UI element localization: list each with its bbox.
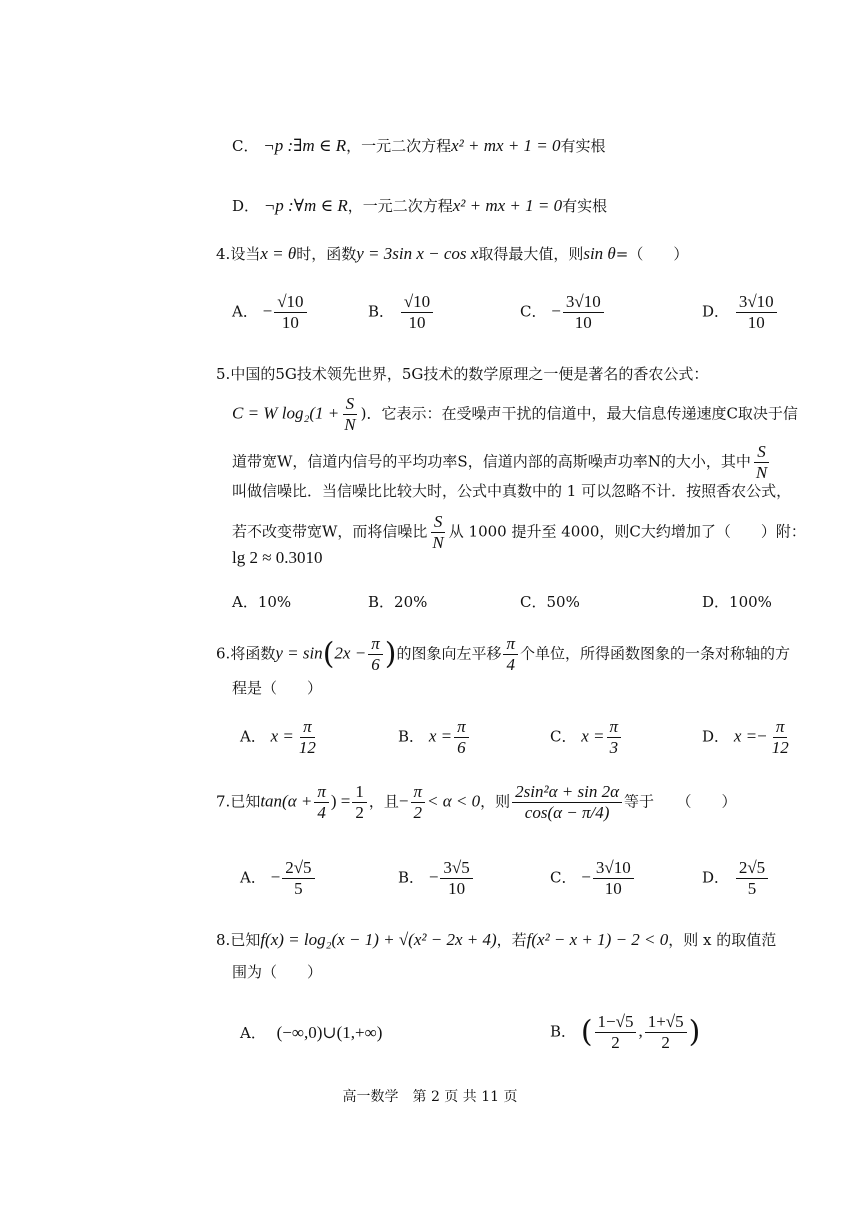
q6-line-1: 6.将函数y = sin(2x − $\frac{\pi}{6}$ )的图象向左平移 $\frac{\pi}{4}$ 个单位，所得函数图象的一条对称轴的方 — [216, 634, 790, 674]
fraction-numerator: S — [343, 394, 358, 415]
option-label: C． — [520, 593, 547, 611]
fraction-numerator: S — [431, 512, 446, 533]
stem-text: 设当 — [230, 245, 261, 263]
q8-line-1 — [216, 930, 776, 950]
q8-option-a — [240, 1022, 382, 1043]
fraction-numerator: 1+√5 — [645, 1012, 687, 1033]
q7-option-d — [702, 858, 770, 899]
fraction-numerator: π — [314, 782, 329, 803]
q5-line-1 — [216, 364, 708, 384]
equation: x² + mx + 1 = 0 — [451, 136, 561, 155]
option-label: A． — [240, 1024, 266, 1042]
stem-text: 个单位，所得函数图象的一条对称轴的方 — [519, 644, 790, 663]
fraction-numerator: 1−√5 — [595, 1012, 637, 1033]
fraction-numerator: 3√5 — [440, 858, 472, 879]
fraction-numerator: 2sin²α + sin 2α — [512, 782, 622, 803]
q5-line-2 — [232, 394, 798, 435]
math-expr: x = θ — [260, 244, 297, 263]
interval-set: (−∞,0)∪(1,+∞) — [276, 1023, 383, 1042]
fraction-numerator: 3√10 — [736, 292, 777, 313]
math-expr: tan(α + — [260, 791, 313, 811]
equation: x² + mx + 1 = 0 — [452, 196, 563, 215]
q4-option-a — [232, 292, 309, 333]
q7-option-c — [550, 858, 636, 899]
q5-option-b — [368, 591, 427, 612]
math-expr: x = — [733, 726, 758, 746]
option-label: A． — [232, 593, 258, 611]
option-text: ，一元二次方程 — [347, 197, 453, 215]
q3-option-d — [232, 196, 607, 216]
stem-text: 程是（ ） — [232, 679, 323, 697]
sign: − — [398, 791, 409, 811]
fraction-denominator: 10 — [448, 879, 466, 898]
q4-option-b — [368, 292, 435, 333]
sign: − — [428, 867, 439, 887]
option-text: ，一元二次方程 — [346, 137, 452, 155]
stem-text: 的图象向左平移 — [396, 644, 502, 663]
q5-line-3 — [232, 442, 772, 483]
q6-option-d — [702, 717, 794, 758]
fraction-denominator: 4 — [317, 803, 326, 822]
option-label: D． — [702, 302, 730, 321]
q4-stem — [216, 244, 688, 264]
q4-option-c — [520, 292, 606, 333]
option-tail: 有实根 — [562, 197, 608, 215]
question-number: 6. — [216, 644, 231, 663]
fraction-numerator: π — [300, 717, 315, 738]
fraction-denominator: 10 — [408, 313, 426, 332]
option-label: D． — [702, 727, 730, 746]
stem-text: 已知 — [230, 931, 261, 949]
option-text: 10% — [257, 593, 292, 611]
stem-text: ，且 — [368, 792, 399, 811]
option-label: A． — [240, 868, 266, 887]
q6-line-2 — [232, 678, 322, 698]
shannon-formula: C = W log₂(1 + — [232, 403, 340, 423]
fraction-denominator: 10 — [747, 313, 765, 332]
stem-text: ，则 — [480, 792, 511, 811]
q5-line-6 — [232, 548, 323, 568]
q3-option-c — [232, 136, 606, 156]
fraction-denominator: 2 — [661, 1033, 670, 1052]
inequality: f(x² − x + 1) − 2 < 0 — [526, 930, 669, 949]
option-tail: 有实根 — [560, 137, 606, 155]
option-label: A． — [240, 727, 266, 746]
stem-text: 从 1000 提升至 4000，则C大约增加了（ ）附： — [448, 522, 806, 541]
option-label: A． — [232, 302, 258, 321]
fraction-denominator: 3 — [609, 738, 619, 757]
q6-option-a — [240, 717, 321, 758]
sign: − — [757, 726, 767, 746]
function-definition: f(x) = log₂(x − 1) + √(x² − 2x + 4) — [260, 930, 497, 949]
q7-option-b — [398, 858, 475, 899]
question-number: 7. — [216, 792, 231, 811]
fraction-numerator: 3√10 — [563, 292, 604, 313]
fraction-denominator: 2 — [413, 803, 423, 822]
fraction-denominator: 4 — [506, 655, 515, 674]
option-label: C． — [550, 868, 577, 887]
option-text: 100% — [729, 593, 772, 611]
stem-text: 时，函数 — [296, 245, 357, 263]
fraction-denominator: 5 — [747, 879, 757, 898]
fraction-denominator: 10 — [281, 313, 299, 332]
sign: − — [551, 301, 561, 321]
stem-text: 中国的5G技术领先世界，5G技术的数学原理之一便是著名的香农公式： — [230, 365, 709, 383]
fraction-numerator: π — [411, 782, 426, 803]
q6-option-b — [398, 717, 471, 758]
negation-statement: ¬p :∀m ∈ R — [263, 196, 348, 215]
math-expr: ) = — [330, 791, 351, 811]
math-expr: y = sin — [275, 643, 323, 663]
stem-text: ，若 — [496, 931, 527, 949]
math-expr: x = — [270, 726, 294, 746]
stem-text: 将函数 — [230, 644, 276, 663]
fraction-numerator: S — [754, 442, 769, 463]
page-footer: 高一数学 第 2 页 共 11 页 — [342, 1089, 518, 1105]
fraction-denominator: 12 — [298, 738, 316, 757]
fraction-numerator: π — [503, 634, 518, 655]
option-text: 20% — [394, 593, 428, 611]
stem-text: 等于 （ ） — [624, 792, 737, 811]
stem-text: 道带宽W，信道内信号的平均功率S，信道内部的高斯噪声功率N的大小，其中 — [232, 452, 751, 471]
option-label: D． — [702, 593, 730, 611]
fraction-denominator: cos(α − π/4) — [524, 803, 610, 822]
fraction-numerator: 2√5 — [282, 858, 314, 879]
math-expr: x = — [428, 726, 453, 746]
negation-statement: ¬p :∃m ∈ R — [263, 136, 347, 155]
option-label: B． — [550, 1022, 577, 1041]
stem-text: 若不改变带宽W，而将信噪比 — [232, 522, 428, 541]
stem-text: ，则 x 的取值范 — [668, 931, 777, 949]
fraction-denominator: 10 — [574, 313, 592, 332]
stem-text: 叫做信噪比．当信噪比比较大时，公式中真数中的 1 可以忽略不计．按照香农公式， — [232, 482, 792, 500]
fraction-numerator: π — [773, 717, 788, 738]
question-number: 5. — [216, 365, 231, 383]
fraction-numerator: π — [368, 634, 383, 655]
stem-text: =（ ） — [615, 245, 689, 263]
math-expr: lg 2 ≈ 0.3010 — [232, 548, 323, 567]
option-label: B． — [398, 727, 425, 746]
stem-text: 围为（ ） — [232, 963, 323, 981]
q5-option-c — [520, 591, 580, 612]
fraction-numerator: 3√10 — [593, 858, 634, 879]
q5-line-5 — [232, 512, 806, 553]
q8-line-2 — [232, 962, 322, 982]
math-expr: sin θ — [583, 244, 616, 263]
q5-line-4 — [232, 481, 791, 501]
fraction-numerator: 2√5 — [736, 858, 768, 879]
fraction-denominator: 6 — [371, 655, 380, 674]
option-label: B． — [368, 302, 395, 321]
fraction-denominator: N — [432, 533, 444, 552]
fraction-denominator: N — [755, 463, 768, 482]
math-expr: < α < 0 — [427, 791, 481, 811]
stem-text: 已知 — [230, 792, 261, 811]
fraction-denominator: 10 — [604, 879, 622, 898]
math-expr: x = — [581, 726, 605, 746]
fraction-denominator: N — [344, 415, 356, 434]
q5-option-a — [232, 591, 291, 612]
option-label: C． — [550, 727, 577, 746]
option-label: B． — [398, 868, 425, 887]
q5-option-d — [702, 591, 772, 612]
question-number: 8. — [216, 931, 231, 949]
fraction-numerator: √10 — [401, 292, 433, 313]
option-label: D． — [702, 868, 730, 887]
q7-option-a — [240, 858, 317, 899]
option-label: D． — [232, 197, 260, 215]
math-expr: 2x − — [334, 643, 367, 663]
math-expr: y = 3sin x − cos x — [356, 244, 479, 263]
fraction-numerator: 1 — [352, 782, 367, 803]
fraction-numerator: π — [454, 717, 469, 738]
stem-text: 取得最大值，则 — [478, 245, 584, 263]
sign: − — [262, 301, 273, 321]
fraction-denominator: 2 — [611, 1033, 620, 1052]
fraction-denominator: 5 — [294, 879, 303, 898]
q8-option-b: B． ( $\frac{1-√5}{2}$ , $\frac{1+√5}{2}$ ) — [550, 1012, 701, 1052]
q6-option-c — [550, 717, 623, 758]
sign: − — [270, 867, 281, 887]
question-number: 4. — [216, 245, 231, 263]
stem-text: )．它表示：在受噪声干扰的信道中，最大信息传递速度C取决于信 — [360, 404, 798, 423]
option-text: 50% — [546, 593, 580, 611]
fraction-numerator: √10 — [274, 292, 306, 313]
option-label: C． — [520, 302, 547, 321]
sign: − — [581, 867, 591, 887]
q7-stem — [216, 782, 737, 823]
fraction-denominator: 12 — [771, 738, 789, 757]
option-label: B． — [368, 593, 395, 611]
option-label: C． — [232, 137, 259, 155]
q4-option-d — [702, 292, 779, 333]
fraction-denominator: 2 — [355, 803, 364, 822]
fraction-numerator: π — [607, 717, 622, 738]
fraction-denominator: 6 — [457, 738, 466, 757]
